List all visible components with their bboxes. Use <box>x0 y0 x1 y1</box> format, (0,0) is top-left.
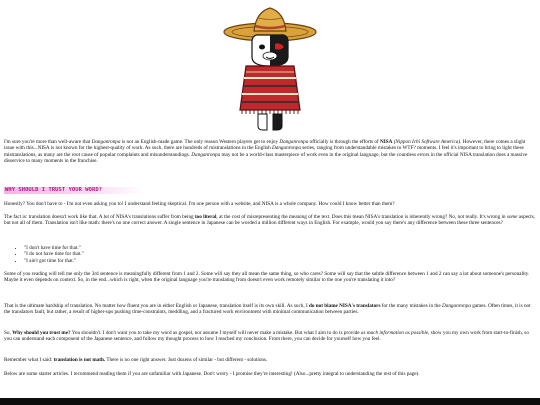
remember-paragraph: Remember what I said: translation is not math. There is no one right answer. Just dozens of similar - but different - solutions. <box>4 357 268 363</box>
list-item: • "I do not have time for that." <box>24 251 84 257</box>
list-item: • "I ain't got time for that." <box>24 258 84 264</box>
starter-articles-paragraph: Below are some starter articles. I recommend reading them if you are unfamiliar with Japanese. Don't worry - I promise they're interesting! (Also...pretty integral to understanding the rest of this page). <box>4 371 420 377</box>
intro-paragraph: I'm sure you're more than well-aware that Danganronpa is not an English-made game. The only reason Western players get to enjoy Danganronpa officially is through the efforts of NISA (Nippon Ichi Software America). However, there comes a slight issue with this...NISA is not known for the highest-quality of work. As such, there are hundreds of mistranslations in the English Danganronpa series, ranging from understandable mistakes to WTF? moments. I feel it's important to bring to light these mistranslations, as many are the root cause of popular complaints and misunderstandings. Danganronpa may not be a world-class masterpiece of work even in the original language, but the countless errors in the official NISA translation does a massive disservice to many moments in the franchise. <box>4 139 528 164</box>
section-heading: WHY SHOULD I TRUST YOUR WORD? <box>4 187 145 194</box>
why-trust-paragraph: So, Why should you trust me? You shouldn't. I don't want you to take my word as gospel, nor assume I myself will never make a mistake. But what I aim to do is provide as much information as possible, show you my own work from start-to-finish, so you can understand each component of the Japanese sentence, and follow my thought process to how I reached my conclusion. From there, you can decide for yourself how you feel. <box>4 330 529 343</box>
honestly-paragraph: Honestly? You don't have to - I'm not even asking you to! I understand feeling skeptical. I'm one person with a website, and NISA is a whole company. How could I know better than them? <box>4 201 395 207</box>
fact-paragraph: The fact is: translation doesn't work like that. A lot of NISA's translations suffer from being too literal, at the cost of misrepresenting the meaning of the text. Does this mean NISA's translation is inherently wrong? No, not really. It's wrong in some aspects, but not all of them. Translation isn't like math: there's no one correct answer. A single sentence in Japanese can be worded a million different ways in English. For example, would you say there's any difference between these three sentences? <box>4 214 536 227</box>
some-of-you-paragraph: Some of you reading will tell me only the 3rd sentence is meaningfully different from 1 and 2. Some will say they all mean the same thing, so who cares? Some will say that the subtle difference between 1 and 2 can say a lot about someone's personality. Maybe it even depends on context. So, in the end...which is right, when the original language you're translating from doesn't even work remotely similar to the one you're translating it into? <box>4 271 530 284</box>
mascot-illustration <box>210 2 330 132</box>
list-item: • "I don't have time for that." <box>24 245 84 251</box>
ultimate-hardship-paragraph: That is the ultimate hardship of translation. No matter how fluent you are in either English or Japanese, translation itself is its own skill. As such, I do not blame NISA's translators for the many mistakes in the Danganronpa games. Often times, it is not the translators fault, but rather, a result of higher-ups pushing time-constraints, meddling, and a fractured work environment with minimal communication between parties. <box>4 303 531 316</box>
footer-bar <box>0 398 540 405</box>
example-sentence-list <box>16 245 84 264</box>
